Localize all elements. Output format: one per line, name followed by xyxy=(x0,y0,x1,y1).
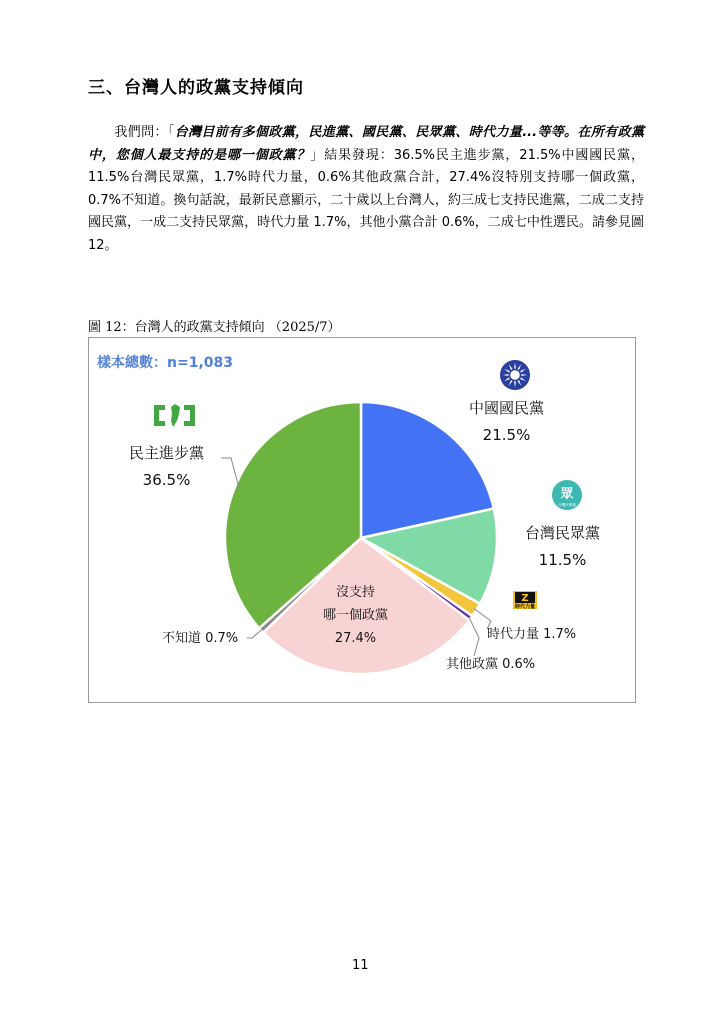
npp-logo-text: 時代力量 xyxy=(514,604,536,610)
npp-label: 時代力量 1.7% xyxy=(487,627,577,642)
leader-line-others xyxy=(469,617,479,656)
tpp-logo-char: 眾 xyxy=(560,487,574,502)
paragraph-results: 」結果發現：36.5%民主進步黨，21.5%中國國民黨，11.5%台灣民眾黨，1.7%時代力量，0.6%其他政黨合計，27.4%沒特別支持哪一個政黨，0.7%不知道。換句話說，最新民意顯示，二十歲以上台灣人，約三成七支持民進黨，二成二支持國民黨，一成二支持民眾黨，時代力量 1.7%，其他小黨合計 0.6%，二成七中性選民。請參見圖 12。 xyxy=(88,147,644,253)
section-heading: 三、台灣人的政黨支持傾向 xyxy=(88,78,304,98)
tpp-label xyxy=(525,520,600,574)
others-label: 其他政黨 0.6% xyxy=(446,657,536,672)
svg-text:Z: Z xyxy=(521,593,529,604)
tpp-logo-icon xyxy=(552,480,582,510)
tpp-name: 台灣民眾黨 xyxy=(525,524,601,542)
kmt-sun-emblem-icon xyxy=(500,360,530,390)
dpp-logo-icon xyxy=(154,404,195,427)
kmt-value: 21.5% xyxy=(482,426,531,444)
page-number: 11 xyxy=(352,958,369,973)
no-support-line1: 沒支持 xyxy=(336,585,376,600)
unknown-label: 不知道 0.7% xyxy=(162,631,239,646)
dpp-name: 民主進步黨 xyxy=(129,444,205,462)
npp-logo-icon xyxy=(513,591,537,610)
body-paragraph xyxy=(88,122,644,258)
dpp-label xyxy=(129,440,204,494)
survey-question: 台灣目前有多個政黨，民進黨、國民黨、民眾黨、時代力量...等等。在所有政黨中，您個人最支持的是哪一個政黨？ xyxy=(88,125,644,163)
no-support-label xyxy=(323,581,388,650)
dpp-value: 36.5% xyxy=(142,471,191,489)
tpp-value: 11.5% xyxy=(538,551,587,569)
leader-line-unknown xyxy=(247,629,263,638)
sample-size-label: 樣本總數：n=1,083 xyxy=(97,355,233,371)
paragraph-lead: 我們問：「 xyxy=(114,125,175,140)
no-support-value: 27.4% xyxy=(334,631,377,646)
kmt-label xyxy=(469,395,544,449)
kmt-name: 中國國民黨 xyxy=(469,399,545,417)
figure-caption: 圖 12：台灣人的政黨支持傾向 （2025/7） xyxy=(88,320,341,335)
tpp-logo-subtext: 台灣民眾黨 xyxy=(558,503,576,507)
no-support-line2: 哪一個政黨 xyxy=(323,608,389,623)
pie-chart-figure xyxy=(88,337,636,703)
